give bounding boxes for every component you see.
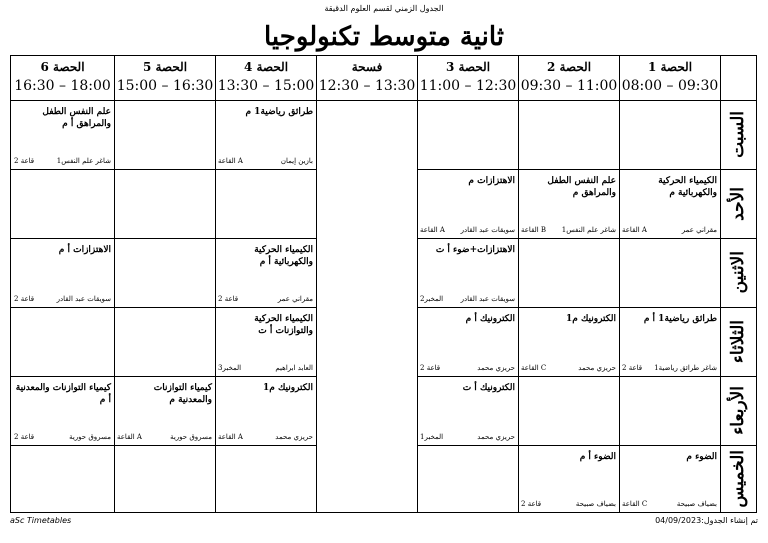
lesson-room: المخبر1 [420, 433, 444, 441]
lesson-teacher: مقراني عمر [277, 295, 313, 303]
lesson-teacher: حريزي محمد [275, 433, 313, 441]
lesson-room: قاعة 2 [420, 364, 441, 372]
lesson-subject: كيمياء التوازنات والمعدنية أ م [15, 383, 111, 405]
lesson-cell[interactable] [215, 238, 316, 307]
lesson-room: A القاعة [622, 226, 647, 234]
period-header-5 [114, 56, 215, 100]
lesson-cell[interactable] [215, 100, 316, 169]
lesson-room: قاعة 2 [14, 295, 35, 303]
footer-app-name: aSc Timetables [10, 516, 72, 525]
lesson-subject: الاهتزازات أ م [58, 245, 111, 255]
lesson-cell[interactable] [215, 376, 316, 445]
lesson-subject: الكترونيك م1 [262, 383, 313, 393]
day-label-wednesday: الأربعاء [728, 386, 748, 435]
lesson-cell[interactable] [518, 307, 619, 376]
lesson-teacher: بازين إيمان [280, 157, 313, 165]
lesson-subject: الكترونيك م1 [565, 314, 616, 324]
period-header-2 [518, 56, 619, 100]
lesson-cell[interactable] [417, 238, 518, 307]
lesson-cell[interactable] [11, 238, 114, 307]
day-label-thursday: الخميس [728, 449, 748, 508]
lesson-teacher: مسروق حورية [69, 433, 111, 441]
lesson-room: A القاعة [218, 433, 243, 441]
lesson-teacher: العابد ابراهيم [275, 364, 313, 372]
lesson-subject: علم النفس الطفل والمراهق م [547, 176, 616, 198]
lesson-cell[interactable] [114, 376, 215, 445]
lesson-subject: الاهتزازات+ضوء أ ت [435, 245, 515, 255]
lesson-room: قاعة 2 [218, 295, 239, 303]
lesson-room: B القاعة [521, 226, 547, 234]
lesson-room: A القاعة [218, 157, 243, 165]
day-label-sunday: الأحد [728, 186, 748, 221]
period-header-4 [215, 56, 316, 100]
lesson-cell[interactable] [11, 376, 114, 445]
lesson-subject: طرائق رياضية1 أ م [643, 314, 717, 324]
lesson-teacher: بضياف صبيحة [676, 500, 717, 508]
lesson-subject: الضوء أ م [579, 452, 616, 462]
period-label: الحصة 2 [546, 60, 592, 74]
lesson-subject: الكيمياء الحركية والكهربائية م [658, 176, 717, 198]
lesson-teacher: سويقات عبد القادر [460, 226, 515, 234]
lesson-subject: الكيمياء الحركية والكهربائية أ م [254, 245, 313, 267]
lesson-cell[interactable] [11, 100, 114, 169]
period-time: 11:00 – 12:30 [419, 78, 517, 94]
period-label: الحصة 1 [647, 60, 693, 74]
lesson-room: C القاعة [622, 500, 648, 508]
lesson-cell[interactable] [619, 307, 720, 376]
lesson-room: المخبر2 [420, 295, 444, 303]
lesson-room: قاعة 2 [14, 433, 35, 441]
lesson-subject: الضوء م [686, 452, 717, 462]
period-label: الحصة 5 [142, 60, 188, 74]
lesson-cell[interactable] [619, 169, 720, 238]
lesson-teacher: شاغر طرائق رياضية1 [654, 364, 717, 372]
lesson-cell[interactable] [417, 307, 518, 376]
period-header-1 [619, 56, 720, 100]
lesson-room: قاعة 2 [622, 364, 643, 372]
timetable-grid [10, 55, 757, 513]
period-label: الحصة 4 [243, 60, 289, 74]
day-label-saturday: السبت [728, 111, 748, 158]
period-time: 16:30 – 18:00 [14, 78, 111, 94]
period-time: 13:30 – 15:00 [217, 78, 315, 94]
lesson-teacher: شاغر علم النفس1 [561, 226, 616, 234]
period-time: 12:30 – 13:30 [318, 78, 416, 94]
grid-line [11, 169, 316, 170]
lesson-subject: الاهتزازات م [468, 176, 515, 186]
lesson-cell[interactable] [518, 169, 619, 238]
grid-line [11, 445, 316, 446]
lesson-subject: الكترونيك أ ت [462, 383, 515, 393]
period-header-3 [417, 56, 518, 100]
period-label: الحصة 3 [445, 60, 491, 74]
lesson-room: A القاعة [117, 433, 142, 441]
period-time: 15:00 – 16:30 [116, 78, 214, 94]
lesson-teacher: شاغر علم النفس1 [56, 157, 111, 165]
lesson-teacher: بضياف صبيحة [575, 500, 616, 508]
lesson-room: A القاعة [420, 226, 445, 234]
lesson-subject: علم النفس الطفل والمراهق أ م [42, 107, 111, 129]
lesson-subject: الكيمياء الحركية والتوازنات أ ت [254, 314, 313, 336]
period-time: 09:30 – 11:00 [520, 78, 618, 94]
lesson-room: قاعة 2 [521, 500, 542, 508]
lesson-cell[interactable] [518, 445, 619, 512]
lesson-teacher: حريزي محمد [578, 364, 616, 372]
period-header-6 [11, 56, 114, 100]
page-title: ثانية متوسط تكنولوجيا [263, 22, 505, 52]
period-time: 08:00 – 09:30 [621, 78, 719, 94]
lesson-teacher: حريزي محمد [477, 433, 515, 441]
grid-line [518, 56, 519, 512]
lesson-subject: الكترونيك أ م [465, 314, 515, 324]
lesson-teacher: مقراني عمر [681, 226, 717, 234]
grid-line [316, 56, 317, 512]
grid-line [619, 56, 620, 512]
day-label-monday: الاثنين [728, 251, 748, 294]
lesson-teacher: حريزي محمد [477, 364, 515, 372]
period-label: فسحة [351, 60, 383, 74]
top-note: الجدول الزمني لقسم العلوم الدقيقة [324, 4, 444, 13]
lesson-subject: طرائق رياضية1 م [245, 107, 313, 117]
lesson-cell[interactable] [417, 376, 518, 445]
footer-created-date: تم إنشاء الجدول:04/09/2023 [655, 516, 758, 525]
grid-line [11, 100, 756, 101]
lesson-teacher: سويقات عبد القادر [460, 295, 515, 303]
lesson-room: C القاعة [521, 364, 547, 372]
break-header [316, 56, 417, 100]
lesson-cell[interactable] [417, 169, 518, 238]
lesson-subject: كيمياء التوازنات والمعدنية م [153, 383, 212, 405]
lesson-teacher: مسروق حورية [170, 433, 212, 441]
lesson-room: المخبر3 [218, 364, 242, 372]
lesson-cell[interactable] [619, 445, 720, 512]
period-label: الحصة 6 [40, 60, 85, 74]
lesson-teacher: سويقات عبد القادر [56, 295, 111, 303]
lesson-cell[interactable] [215, 307, 316, 376]
lesson-room: قاعة 2 [14, 157, 35, 165]
day-label-tuesday: الثلاثاء [728, 319, 748, 364]
